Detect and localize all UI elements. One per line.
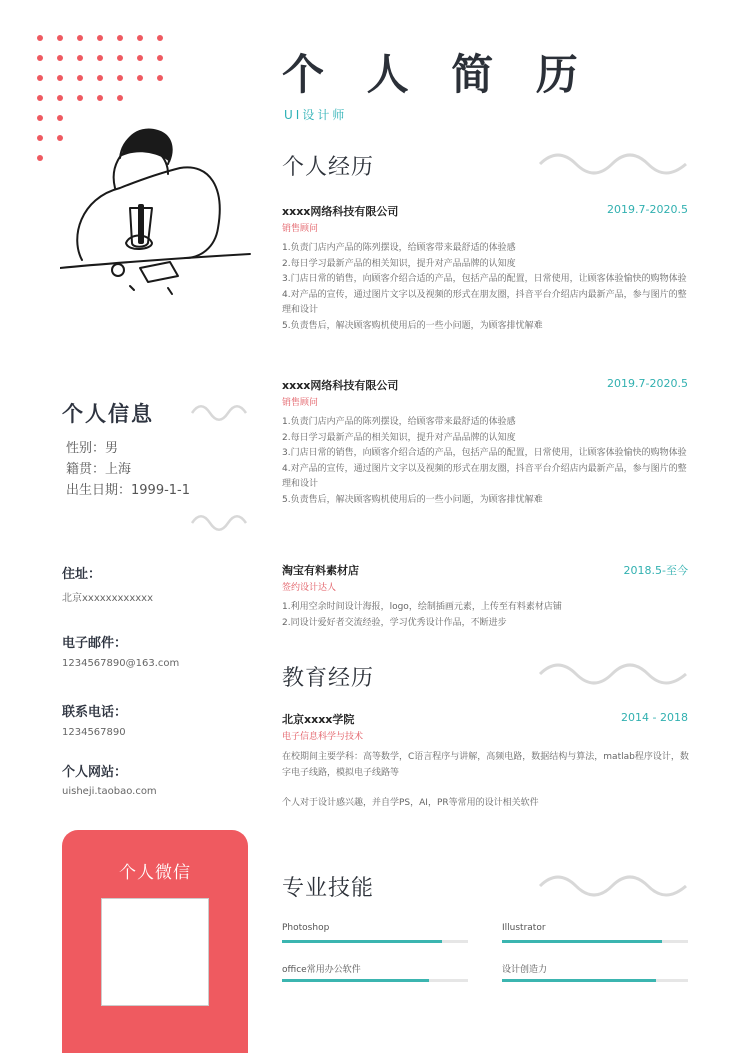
skill-name: Illustrator (502, 923, 546, 933)
skill-name: office常用办公软件 (282, 965, 361, 975)
major: 电子信息科学与技术 (282, 732, 364, 742)
education-line: 个人对于设计感兴趣，并自学PS，AI，PR等常用的设计相关软件 (282, 798, 539, 808)
exp3-date: 2018.5-至今 (623, 564, 688, 577)
exp2-company: xxxx网络科技有限公司 (282, 379, 399, 392)
exp1-role: 销售顾问 (282, 224, 319, 234)
exp2-line: 2.每日学习最新产品的相关知识，提升对产品品牌的认知度 (282, 432, 516, 443)
experience-title: 个人经历 (282, 155, 375, 180)
exp2-line: 1.负责门店内产品的陈列摆设，给顾客带来最舒适的体验感 (282, 417, 516, 427)
exp3-description (282, 600, 690, 631)
exp2-description (282, 415, 690, 508)
skill-bar-fill (282, 979, 429, 982)
skill-name: 设计创造力 (502, 965, 548, 975)
skill-bar-fill (282, 940, 442, 943)
exp1-line: 4.对产品的宣传，通过图片文字以及视频的形式在朋友圈，抖音平台介绍店内最新产品，参与图片的整理和设计 (282, 289, 687, 315)
person-drinking-illustration (60, 118, 252, 298)
address-value: 北京xxxxxxxxxxxx (62, 593, 154, 604)
exp1-line: 2.每日学习最新产品的相关知识，提升对产品品牌的认知度 (282, 258, 516, 269)
gender: 性别：男 (66, 441, 119, 456)
personal-info-title: 个人信息 (62, 402, 154, 426)
exp3-line: 1.利用空余时间设计海报，logo，绘制插画元素，上传至有料素材店铺 (282, 602, 562, 612)
exp3-company: 淘宝有料素材店 (282, 564, 359, 577)
exp2-date: 2019.7-2020.5 (607, 377, 688, 390)
page-title: 个 人 简 历 (282, 50, 592, 99)
exp3-line: 2.同设计爱好者交流经验，学习优秀设计作品，不断进步 (282, 617, 507, 628)
education-spacer (282, 781, 690, 796)
exp1-date: 2019.7-2020.5 (607, 203, 688, 216)
skill-bar-fill (502, 940, 662, 943)
exp1-description (282, 241, 690, 334)
wechat-qr-placeholder (101, 898, 209, 1006)
phone-label: 联系电话： (62, 705, 128, 720)
skill-bar (282, 940, 468, 943)
school-name: 北京xxxx学院 (282, 713, 355, 726)
skill-bar (282, 979, 468, 982)
phone-value: 1234567890 (62, 727, 126, 738)
skill-bar (502, 979, 688, 982)
email-label: 电子邮件： (62, 636, 128, 651)
wave-decoration (190, 512, 248, 534)
education-line: 在校期间主要学科：高等数学，C语言程序与讲解，高频电路，数据结构与算法，matlab程序设计，数字电子线路，模拟电子线路等 (282, 752, 689, 778)
exp2-line: 4.对产品的宣传，通过图片文字以及视频的形式在朋友圈，抖音平台介绍店内最新产品，参与图片的整理和设计 (282, 463, 687, 489)
skill-bar (502, 940, 688, 943)
exp3-role: 签约设计达人 (282, 583, 337, 593)
wave-decoration (190, 402, 248, 424)
education-date: 2014 - 2018 (621, 711, 688, 724)
education-title: 教育经历 (282, 666, 375, 691)
birth-date: 出生日期：1999-1-1 (66, 483, 191, 498)
website-value: uisheji.taobao.com (62, 786, 157, 797)
skill-bar-fill (502, 979, 656, 982)
exp2-role: 销售顾问 (282, 398, 319, 408)
wave-decoration (538, 872, 688, 900)
job-title: UI设计师 (284, 108, 348, 122)
wave-decoration (538, 150, 688, 178)
skills-title: 专业技能 (282, 876, 375, 901)
exp1-company: xxxx网络科技有限公司 (282, 205, 399, 218)
skill-name: Photoshop (282, 923, 330, 933)
exp2-line: 3.门店日常的销售，向顾客介绍合适的产品，包括产品的配置，日常使用，让顾客体验愉快的购物体验 (282, 448, 687, 458)
exp1-line: 1.负责门店内产品的陈列摆设，给顾客带来最舒适的体验感 (282, 243, 516, 253)
exp2-line: 5.负责售后，解决顾客购机使用后的一些小问题，为顾客排忧解难 (282, 494, 543, 505)
website-label: 个人网站： (62, 765, 128, 780)
exp1-line: 5.负责售后，解决顾客购机使用后的一些小问题，为顾客排忧解难 (282, 320, 543, 331)
address-label: 住址： (62, 567, 102, 582)
hometown: 籍贯：上海 (66, 462, 132, 477)
email-value: 1234567890@163.com (62, 658, 180, 669)
wechat-title: 个人微信 (119, 863, 191, 883)
education-description (282, 750, 690, 812)
exp1-line: 3.门店日常的销售，向顾客介绍合适的产品，包括产品的配置，日常使用，让顾客体验愉快的购物体验 (282, 274, 687, 284)
wave-decoration (538, 660, 688, 688)
wechat-card (62, 830, 248, 1053)
